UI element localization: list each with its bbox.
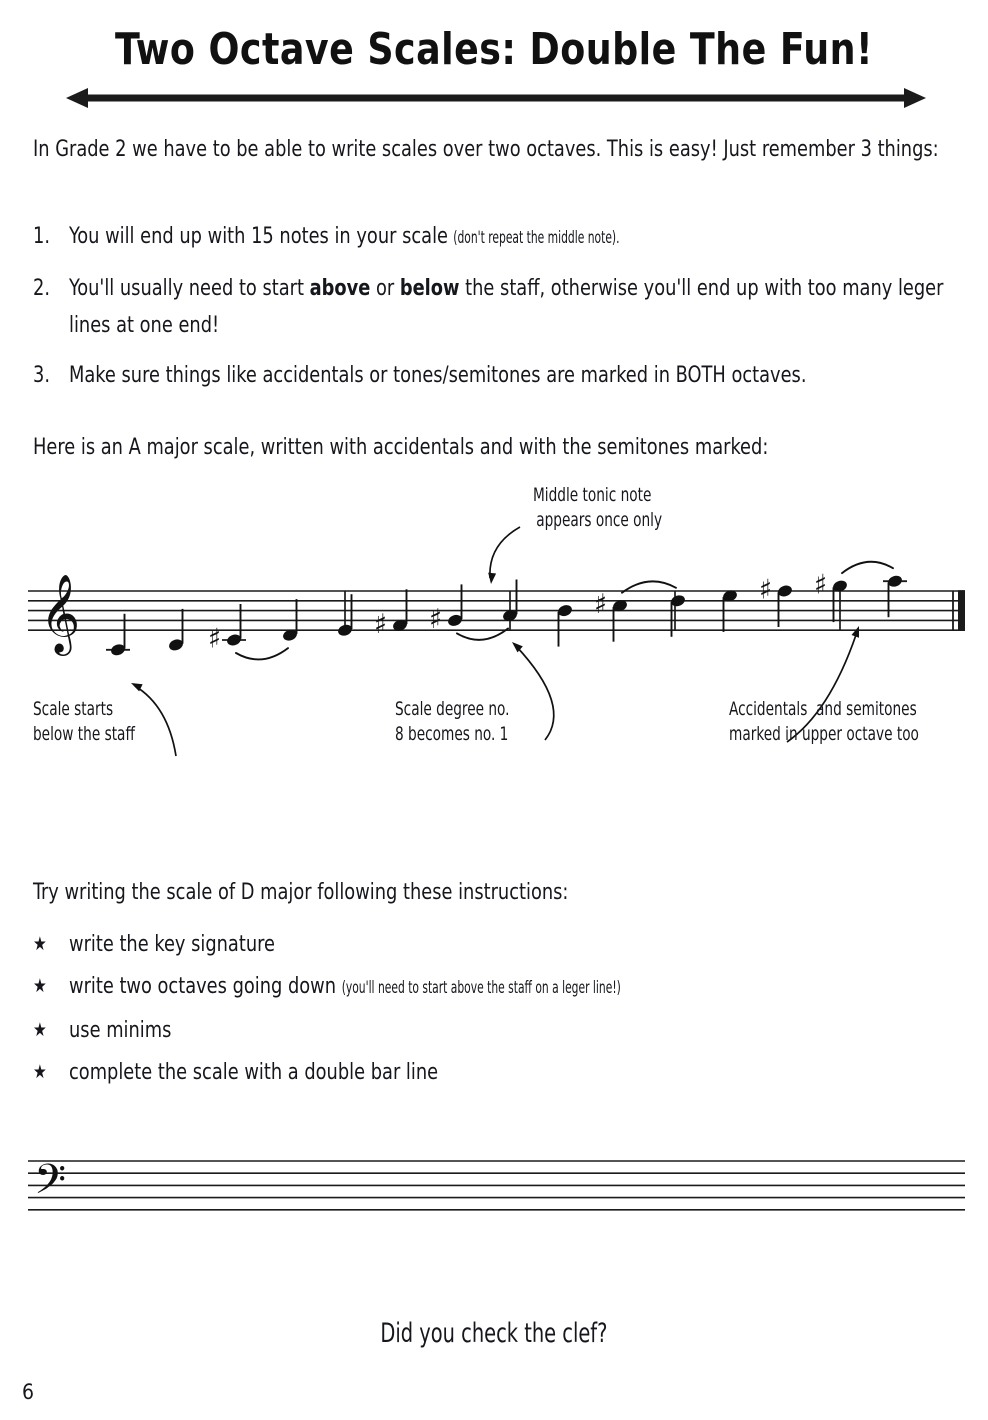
emphasis-above: above (309, 276, 371, 301)
example-caption: Here is an A major scale, written with accidentals and with the semitones marked: (33, 435, 769, 460)
bullet-text: complete the scale with a double bar line (69, 1060, 439, 1085)
svg-text:𝄞: 𝄞 (40, 574, 81, 654)
list-text-before: You'll usually need to start (69, 276, 310, 301)
annotation-scale-degree: Scale degree no. 8 becomes no. 1 (395, 698, 510, 745)
hand-note: (don't repeat the middle note). (453, 228, 620, 248)
footer-hand-note: Did you check the clef? (380, 1318, 608, 1349)
numbered-instructions (33, 218, 988, 407)
svg-text:♯: ♯ (429, 603, 443, 635)
bullet-text: use minims (69, 1018, 172, 1043)
hand-note: (you'll need to start above the staff on a leger line!) (341, 978, 621, 998)
bullet-text: write the key signature (69, 932, 275, 957)
list-text-mid: or (370, 276, 400, 301)
task-prompt: Try writing the scale of D major following these instructions: (33, 880, 569, 905)
intro-paragraph: In Grade 2 we have to be able to write scales over two octaves. This is easy! Just remember 3 things: (33, 137, 939, 162)
page-number: 6 (22, 1380, 35, 1404)
annotation-scale-starts: Scale starts below the staff (33, 698, 135, 745)
list-text: You will end up with 15 notes in your scale (69, 224, 454, 249)
list-item (33, 1014, 969, 1047)
emphasis-below: below (399, 276, 460, 301)
title-double-arrow (66, 86, 926, 110)
list-item (33, 1056, 969, 1089)
list-text-after: the staff, otherwise you'll end up with too many leger lines at one end! (69, 276, 944, 338)
task-bullet-list (33, 928, 988, 1098)
annotation-accidentals: Accidentals and semitones marked in upper octave too (729, 698, 919, 745)
bullet-text: write two octaves going down (69, 974, 342, 999)
svg-text:♯: ♯ (208, 623, 222, 655)
list-item (33, 218, 960, 257)
list-item (33, 270, 960, 344)
svg-text:♯: ♯ (814, 569, 828, 601)
list-item (33, 357, 960, 394)
list-number: 2. (33, 276, 50, 301)
svg-text:♯: ♯ (594, 589, 608, 621)
star-icon: ★ (33, 975, 47, 997)
svg-text:𝄢: 𝄢 (34, 1155, 67, 1214)
list-item (33, 970, 969, 1005)
svg-text:♯: ♯ (374, 608, 388, 640)
annotation-middle-tonic: Middle tonic note appears once only (533, 484, 663, 531)
page-title: Two Octave Scales: Double The Fun! (114, 24, 874, 75)
list-number: 1. (33, 224, 50, 249)
list-item (33, 928, 969, 961)
star-icon: ★ (33, 1061, 47, 1083)
list-number: 3. (33, 363, 50, 388)
star-icon: ★ (33, 1019, 47, 1041)
list-text: Make sure things like accidentals or tones/semitones are marked in BOTH octaves. (69, 363, 807, 388)
star-icon: ★ (33, 933, 47, 955)
svg-text:♯: ♯ (759, 574, 773, 606)
